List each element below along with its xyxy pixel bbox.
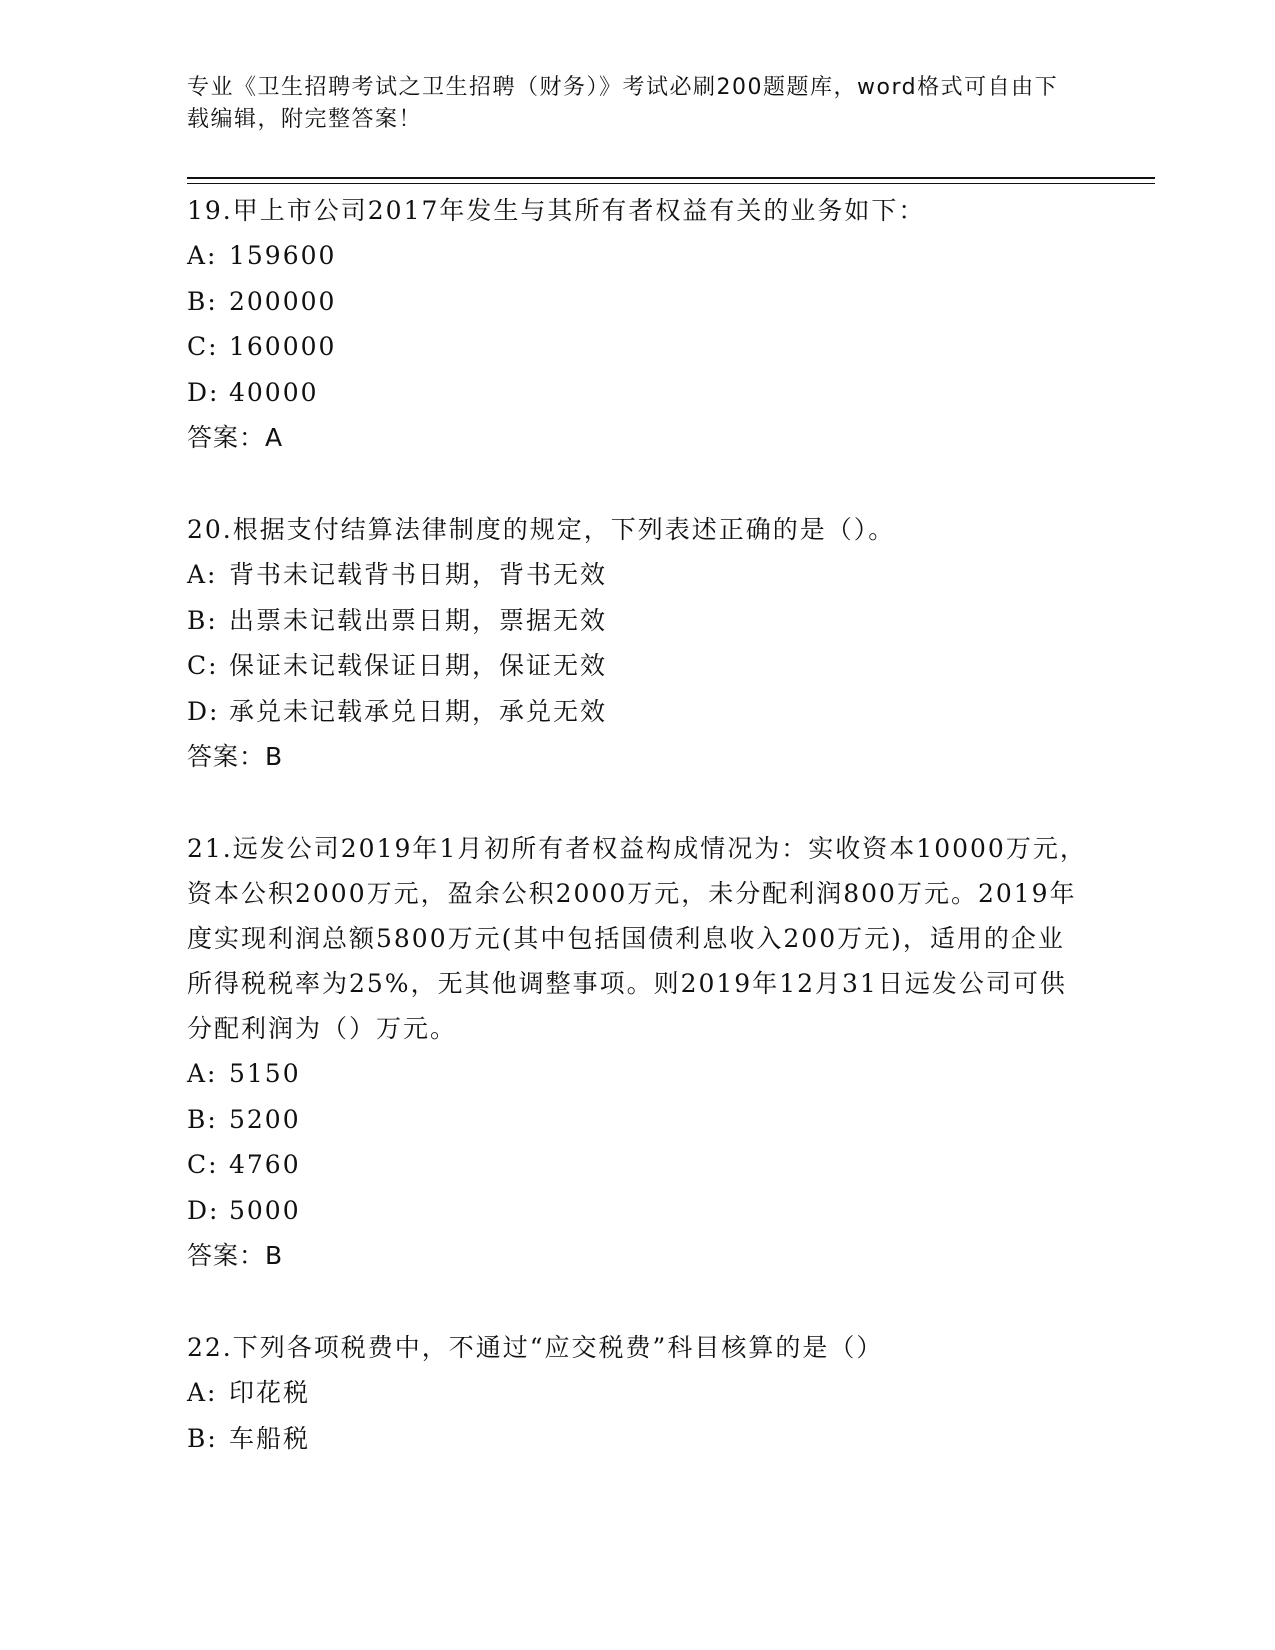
option-b: [187, 1097, 1087, 1143]
option-d: [187, 370, 1087, 416]
option-text: 背书未记载背书日期，背书无效: [229, 560, 608, 589]
option-d: [187, 1188, 1087, 1234]
question-stem: 20.根据支付结算法律制度的规定，下列表述正确的是（）。: [187, 515, 896, 544]
document-header: 专业《卫生招聘考试之卫生招聘（财务）》考试必刷200题题库，word格式可自由下载编辑，附完整答案！: [187, 75, 1059, 132]
question-22: [187, 1325, 1087, 1461]
option-letter: A:: [187, 560, 218, 589]
option-letter: D:: [187, 1195, 220, 1225]
option-text: 5200: [229, 1104, 301, 1134]
option-letter: C:: [187, 1150, 219, 1179]
answer-label: 答案：: [187, 423, 266, 452]
question-stem: 19.甲上市公司2017年发生与其所有者权益有关的业务如下：: [187, 196, 926, 225]
answer-value: B: [265, 742, 284, 771]
answer-line: [187, 415, 1087, 461]
answer-line: [187, 1233, 1087, 1279]
option-text: 40000: [229, 377, 319, 407]
option-text: 200000: [229, 286, 337, 316]
option-d: [187, 689, 1087, 735]
option-text: 5150: [229, 1059, 301, 1088]
option-text: 160000: [229, 332, 337, 361]
option-c: [187, 324, 1087, 370]
answer-line: [187, 734, 1087, 780]
option-letter: D:: [187, 377, 220, 407]
option-a: [187, 1051, 1087, 1097]
option-text: 保证未记载保证日期，保证无效: [229, 651, 608, 680]
option-c: [187, 643, 1087, 689]
header-rule-thin: [187, 183, 1155, 184]
answer-label: 答案：: [187, 1241, 266, 1270]
question-20: [187, 507, 1087, 780]
option-a: [187, 552, 1087, 598]
question-stem: 22.下列各项税费中，不通过“应交税费”科目核算的是（）: [187, 1333, 884, 1362]
answer-value: B: [265, 1241, 284, 1270]
option-b: [187, 598, 1087, 644]
option-b: [187, 1416, 1087, 1462]
option-text: 印花税: [229, 1378, 311, 1407]
option-text: 承兑未记载承兑日期，承兑无效: [229, 696, 608, 726]
question-21: [187, 826, 1087, 1279]
option-text: 4760: [229, 1150, 301, 1179]
question-stem: 21.远发公司2019年1月初所有者权益构成情况为：实收资本10000万元，资本公积2000万元，盈余公积2000万元，未分配利润800万元。2019年度实现利润总额5800万元(其中包括国债利息收入200万元)，适用的企业所得税税率为25%，无其他调整事项。则2019年12月31日远发公司可供分配利润为（）万元。: [187, 834, 1087, 1043]
option-letter: A:: [187, 241, 218, 270]
option-text: 5000: [229, 1195, 301, 1225]
option-letter: C:: [187, 651, 219, 680]
option-letter: C:: [187, 332, 219, 361]
question-list: [187, 188, 1087, 1507]
option-letter: A:: [187, 1378, 218, 1407]
option-a: [187, 233, 1087, 279]
option-letter: B:: [187, 286, 218, 316]
option-letter: D:: [187, 696, 220, 726]
option-letter: B:: [187, 605, 218, 635]
answer-value: A: [265, 423, 284, 452]
option-letter: B:: [187, 1423, 218, 1453]
header-rule-thick: [187, 177, 1155, 179]
option-letter: A:: [187, 1059, 218, 1088]
question-19: [187, 188, 1087, 461]
option-letter: B:: [187, 1104, 218, 1134]
option-b: [187, 279, 1087, 325]
option-a: [187, 1370, 1087, 1416]
option-text: 159600: [229, 241, 337, 270]
option-text: 出票未记载出票日期，票据无效: [229, 605, 608, 635]
option-c: [187, 1142, 1087, 1188]
answer-label: 答案：: [187, 742, 266, 771]
option-text: 车船税: [229, 1423, 311, 1453]
